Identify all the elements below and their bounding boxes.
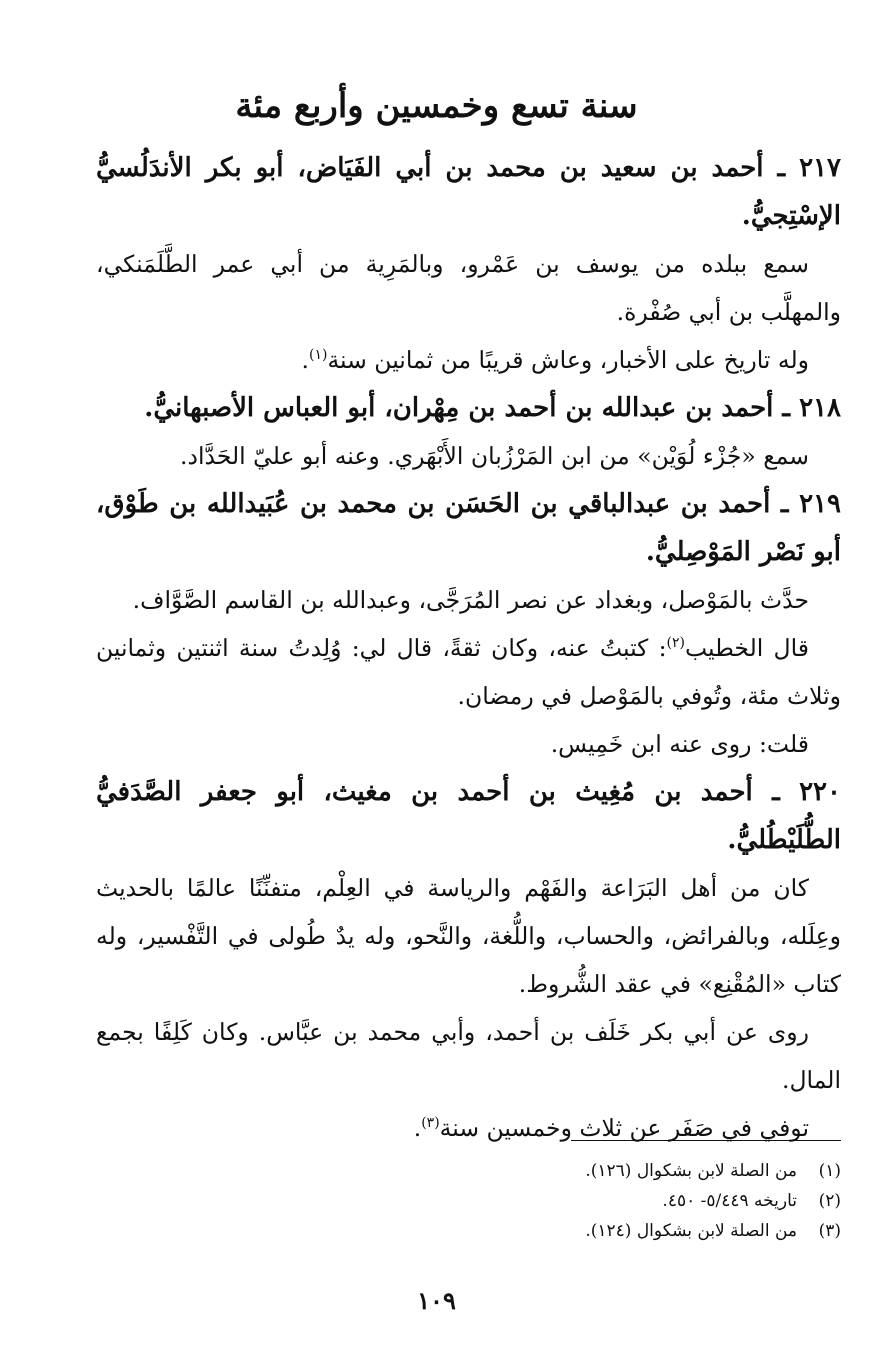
footnote-ref-2[interactable]: (٢) <box>666 635 685 652</box>
page-number: ١٠٩ <box>417 1286 456 1315</box>
footnote-1-mark: (١) <box>818 1161 841 1181</box>
entry-219-para-3: قلت: روى عنه ابن خَمِيس. <box>550 730 809 758</box>
entry-218-heading: ٢١٨ ـ أحمد بن عبدالله بن أحمد بن مِهْران، أبو العباس الأصبهانيُّ. <box>144 393 841 423</box>
entry-218-para-1: سمع «جُزْء لُوَيْن» من ابن المَرْزُبان الأَبْهَري. وعنه أبو عليّ الحَدَّاد. <box>180 442 809 470</box>
entry-219-heading: ٢١٩ ـ أحمد بن عبدالباقي بن الحَسَن بن محمد بن عُبَيدالله بن طَوْق، أبو نَصْر المَوْصِليُّ. <box>96 489 841 567</box>
entry-217-heading: ٢١٧ ـ أحمد بن سعيد بن محمد بن أبي الفَيَاض، أبو بكر الأندَلُسيُّ الإسْتِجيُّ. <box>96 153 841 231</box>
footnote-2-text: تاريخه ٥/٤٤٩- ٤٥٠. <box>662 1191 797 1211</box>
footnote-ref-3[interactable]: (٣) <box>421 1115 440 1132</box>
footnote-3-mark: (٣) <box>818 1221 841 1241</box>
entry-219-para-2 <box>96 624 841 720</box>
footnote-2-mark: (٢) <box>818 1191 841 1211</box>
entry-219-khatib-rest: : كتبتُ عنه، وكان ثقةً، قال لي: وُلِدتُ سنة اثنتين وثمانين وثلاث مئة، وتُوفي بالمَوْصل في رمضان. <box>96 634 841 710</box>
footnote-3 <box>96 1216 841 1246</box>
footnote-divider <box>571 1140 841 1141</box>
entry-220-para-3: توفي في صَفَر عن ثلاث وخمسين سنة$^{(٣)}$. <box>413 1114 809 1142</box>
entry-220-para-1: كان من أهل البَرَاعة والفَهْم والرياسة في العِلْم، متفنِّنًا عالمًا بالحديث وعِلَله، وبالفرائض، والحساب، واللُّغة، والنَّحو، وله يدٌ طُولى في التَّفْسير، وله كتاب «المُقْنِع» في عقد الشُّروط. <box>96 874 841 998</box>
entry-220-para-2: روى عن أبي بكر خَلَف بن أحمد، وأبي محمد بن عبَّاس. وكان كَلِفًا بجمع المال. <box>96 1018 841 1094</box>
footnote-ref-1[interactable]: (١) <box>308 347 328 364</box>
entry-220-heading: ٢٢٠ ـ أحمد بن مُغِيث بن أحمد بن مغيث، أبو جعفر الصَّدَفيُّ الطُّلَيْطُليُّ. <box>96 777 841 855</box>
entry-217-para-1: سمع ببلده من يوسف بن عَمْرو، وبالمَرِية من أبي عمر الطَّلَمَنكي، والمهلَّب بن أبي صُفْرة. <box>96 250 841 326</box>
footnote-2 <box>96 1186 841 1216</box>
footnote-1 <box>96 1156 841 1186</box>
footnote-1-text: من الصلة لابن بشكوال (١٢٦). <box>585 1161 797 1181</box>
footnote-3-text: من الصلة لابن بشكوال (١٢٤). <box>585 1221 797 1241</box>
body-text <box>96 144 841 1152</box>
entry-217-para-2: وله تاريخ على الأخبار، وعاش قريبًا من ثمانين سنة$^{(١)}$. <box>301 346 809 374</box>
footnotes <box>96 1156 841 1246</box>
entry-219-para-1: حدَّث بالمَوْصل، وبغداد عن نصر المُرَجَّى، وعبدالله بن القاسم الصَّوَّاف. <box>132 586 809 614</box>
entry-217-para-2-text: وله تاريخ على الأخبار، وعاش قريبًا من ثمانين سنة <box>327 346 809 374</box>
entry-219-khatib: قال الخطيب <box>684 634 809 662</box>
entry-220-para-3-text: توفي في صَفَر عن ثلاث وخمسين سنة <box>439 1114 809 1142</box>
page-title: سنة تسع وخمسين وأربع مئة <box>235 86 638 126</box>
